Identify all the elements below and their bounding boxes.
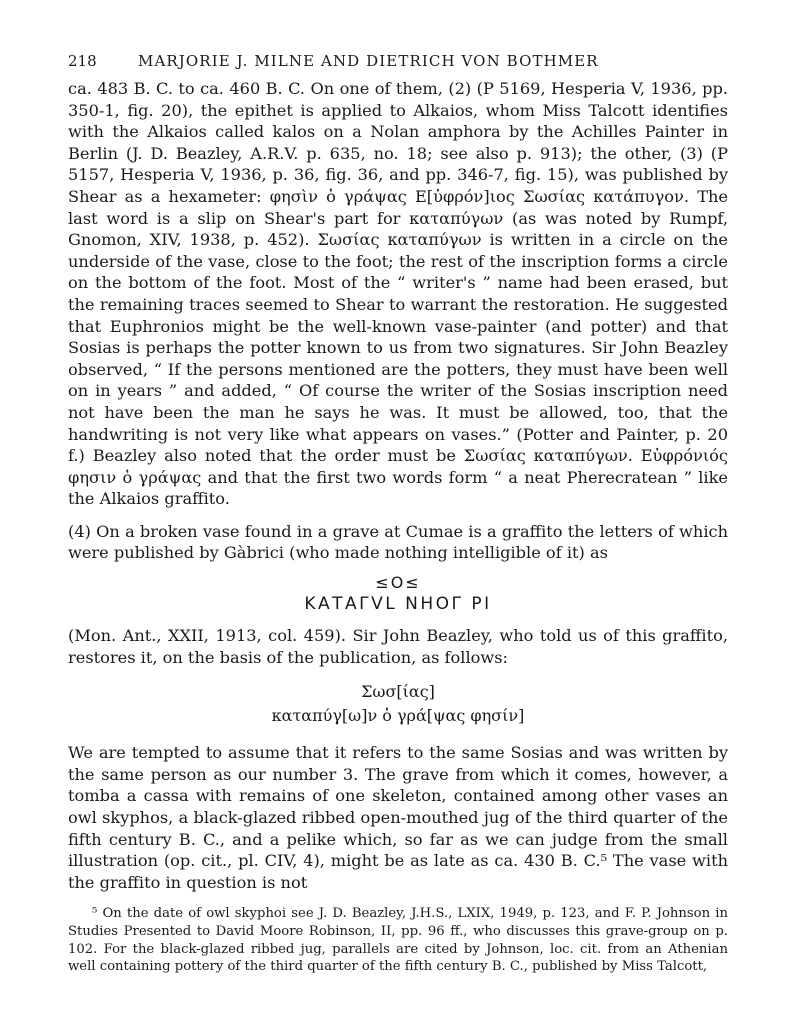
running-title: MARJORIE J. MILNE AND DIETRICH VON BOTHMER [138, 52, 599, 70]
beazley-restoration [68, 680, 728, 728]
graffito-line-2: ΚΑΤΑΓVL ΝΗΟΓ ΡΙ [304, 594, 492, 615]
body-text [68, 78, 728, 893]
paragraph-1: ca. 483 B. C. to ca. 460 B. C. On one of them, (2) (P 5169, Hesperia V, 1936, pp. 350-1, fig. 20), the epithet is applied to Alkaios, whom Miss Talcott identifies with the Alkaios called kalos on a Nolan amphora by the Achilles Painter in Berlin (J. D. Beazley, A.R.V. p. 635, no. 18; see also p. 913); the other, (3) (P 5157, Hesperia V, 1936, p. 36, fig. 36, and pp. 346-7, fig. 15), was published by Shear as a hexameter: φησὶν ὁ γράψας Ε[ὐφρόν]ιος Σωσίας κατάπυγον. The last word is a slip on Shear's part for καταπύγων (as was noted by Rumpf, Gnomon, XIV, 1938, p. 452). Σωσίας καταπύγων is written in a circle on the underside of the vase, close to the foot; the rest of the inscription forms a circle on the bottom of the foot. Most of the “ writer's ” name had been erased, but the remaining traces seemed to Shear to warrant the restoration. He suggested that Euphronios might be the well-known vase-painter (and potter) and that Sosias is perhaps the potter known to us from two signatures. Sir John Beazley observed, “ If the persons mentioned are the potters, they must have been well on in years ” and added, “ Of course the writer of the Sosias inscription need not have been the man he says he was. It must be allowed, too, that the handwriting is not very like what appears on vases.” (Potter and Painter, p. 20 f.) Beazley also noted that the order must be Σωσίας καταπύγων. Εὐφρόνιός φησιν ὁ γράψας and that the first two words form “ a neat Pherecratean ” like the Alkaios graffito. [68, 79, 728, 509]
paragraph-3: (Mon. Ant., XXII, 1913, col. 459). Sir John Beazley, who told us of this graffito, restores it, on the basis of the publication, as follows: [68, 626, 728, 667]
graffito-transcription [68, 573, 728, 615]
graffito-line-1: ≤O≤ [375, 573, 421, 593]
running-head [68, 52, 728, 78]
page-number: 218 [68, 52, 97, 70]
restoration-line-1: Σωσ[ίας] [361, 682, 435, 702]
page [68, 52, 728, 976]
paragraph-4: We are tempted to assume that it refers to the same Sosias and was written by the same person as our number 3. The grave from which it comes, however, a tomba a cassa with remains of one skeleton, contained among other vases an owl skyphos, a black-glazed ribbed open-mouthed jug of the third quarter of the fifth century B. C., and a pelike which, so far as we can judge from the small illustration (op. cit., pl. CIV, 4), might be as late as ca. 430 B. C.⁵ The vase with the graffito in question is not [68, 743, 728, 892]
restoration-line-2: καταπύγ[ω]ν ὁ γρά[ψας φησίν] [271, 706, 525, 726]
footnote-5: ⁵ On the date of owl skyphoi see J. D. Beazley, J.H.S., LXIX, 1949, p. 123, and F. P. Johnson in Studies Presented to David Moore Robinson, II, pp. 96 ff., who discusses this grave-group on p. 102. For the black-glazed ribbed jug, parallels are cited by Johnson, loc. cit. from an Athenian well containing pottery of the third quarter of the fifth century B. C., published by Miss Talcott, [68, 906, 728, 975]
paragraph-2: (4) On a broken vase found in a grave at Cumae is a graffito the letters of which were published by Gàbrici (who made nothing intelligible of it) as [68, 521, 728, 563]
